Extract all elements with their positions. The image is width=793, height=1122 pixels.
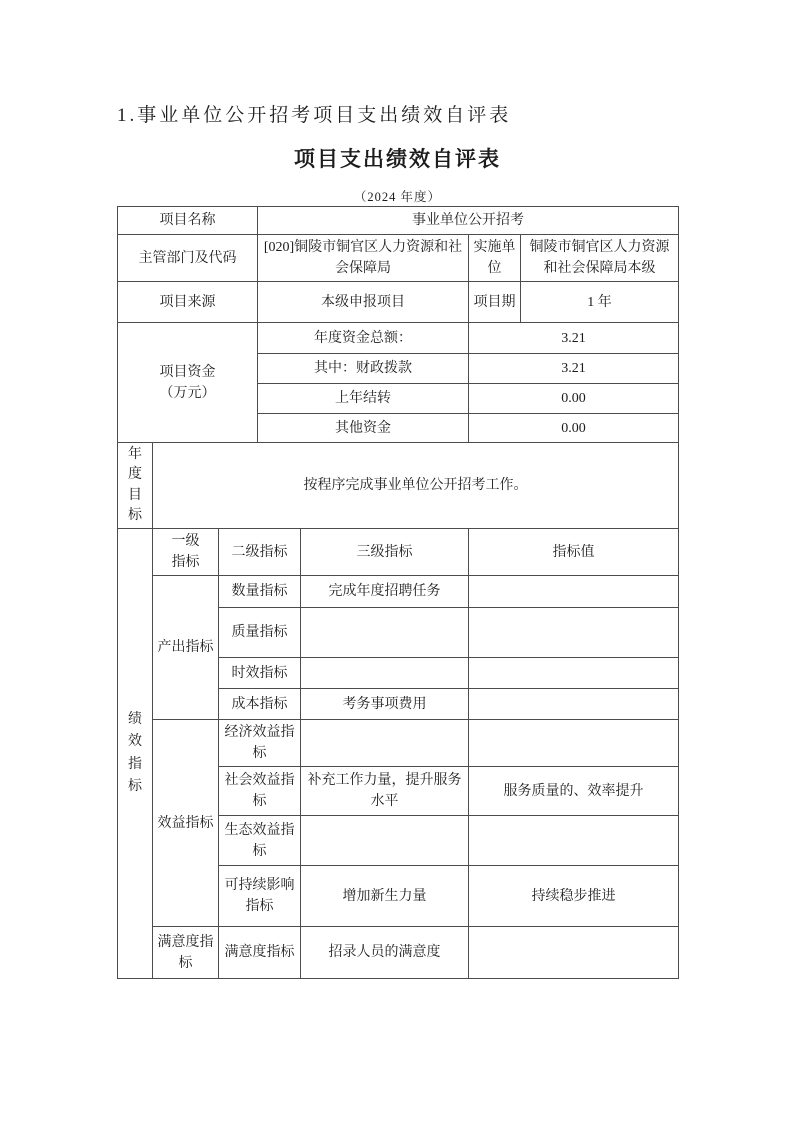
- header-level2: 二级指标: [219, 529, 301, 576]
- fund-value-fiscal: 3.21: [469, 354, 679, 384]
- impl-unit-value: 铜陵市铜官区人力资源和社会保障局本级: [521, 235, 679, 282]
- indicator-value: 服务质量的、效率提升: [469, 767, 679, 816]
- period-value: 1 年: [521, 282, 679, 323]
- table-row: [118, 443, 679, 529]
- fund-label-carryover: 上年结转: [258, 384, 469, 414]
- group-satisfaction-label: 满意度指标: [153, 927, 219, 979]
- indicator-level2: 成本指标: [219, 689, 301, 720]
- indicator-level3: [301, 720, 469, 767]
- project-name-label: 项目名称: [118, 207, 258, 235]
- indicator-level2: 生态效益指标: [219, 816, 301, 866]
- indicator-value: [469, 608, 679, 658]
- group-benefit-label: 效益指标: [153, 720, 219, 927]
- indicator-level3: 招录人员的满意度: [301, 927, 469, 979]
- indicator-level2: 质量指标: [219, 608, 301, 658]
- table-row: [118, 282, 679, 323]
- indicator-level2: 经济效益指标: [219, 720, 301, 767]
- indicator-value: [469, 689, 679, 720]
- annual-goal-label: 年度目标: [118, 443, 153, 529]
- dept-value: [020]铜陵市铜官区人力资源和社会保障局: [258, 235, 469, 282]
- indicator-value: 持续稳步推进: [469, 866, 679, 927]
- indicator-level3: 考务事项费用: [301, 689, 469, 720]
- table-title: 项目支出绩效自评表: [294, 148, 501, 171]
- table-subtitle: （2024 年度）: [353, 190, 442, 204]
- table-row: [118, 235, 679, 282]
- source-value: 本级申报项目: [258, 282, 469, 323]
- funds-group-label: 项目资金（万元）: [118, 323, 258, 443]
- indicator-level2: 时效指标: [219, 658, 301, 689]
- table-row: [118, 529, 679, 576]
- period-label: 项目期: [469, 282, 521, 323]
- indicator-level3: [301, 658, 469, 689]
- indicator-value: [469, 576, 679, 608]
- group-output-label: 产出指标: [153, 576, 219, 720]
- header-value: 指标值: [469, 529, 679, 576]
- dept-label: 主管部门及代码: [118, 235, 258, 282]
- indicator-level3: 完成年度招聘任务: [301, 576, 469, 608]
- self-eval-table: [117, 206, 679, 979]
- indicator-value: [469, 816, 679, 866]
- indicator-level3: [301, 608, 469, 658]
- indicator-level2: 满意度指标: [219, 927, 301, 979]
- fund-label-fiscal: 其中：财政拨款: [258, 354, 469, 384]
- indicator-level2: 数量指标: [219, 576, 301, 608]
- indicator-level3: 补充工作力量，提升服务水平: [301, 767, 469, 816]
- table-row: [118, 720, 679, 767]
- fund-label-total: 年度资金总额：: [258, 323, 469, 354]
- fund-value-other: 0.00: [469, 414, 679, 443]
- indicator-level2: 可持续影响指标: [219, 866, 301, 927]
- indicator-level3: 增加新生力量: [301, 866, 469, 927]
- page-heading: 1.事业单位公开招考项目支出绩效自评表: [117, 105, 512, 126]
- fund-value-total: 3.21: [469, 323, 679, 354]
- fund-label-other: 其他资金: [258, 414, 469, 443]
- header-level1: 一级指标: [153, 529, 219, 576]
- header-level3: 三级指标: [301, 529, 469, 576]
- table-row: [118, 323, 679, 354]
- annual-goal-text: 按程序完成事业单位公开招考工作。: [153, 443, 679, 529]
- indicator-value: [469, 927, 679, 979]
- indicators-group-label: 绩效指标: [118, 529, 153, 979]
- table-row: [118, 576, 679, 608]
- indicator-level2: 社会效益指标: [219, 767, 301, 816]
- table-row: [118, 207, 679, 235]
- table-row: [118, 927, 679, 979]
- project-name-value: 事业单位公开招考: [258, 207, 679, 235]
- fund-value-carryover: 0.00: [469, 384, 679, 414]
- indicator-value: [469, 720, 679, 767]
- impl-unit-label: 实施单位: [469, 235, 521, 282]
- indicator-value: [469, 658, 679, 689]
- indicator-level3: [301, 816, 469, 866]
- source-label: 项目来源: [118, 282, 258, 323]
